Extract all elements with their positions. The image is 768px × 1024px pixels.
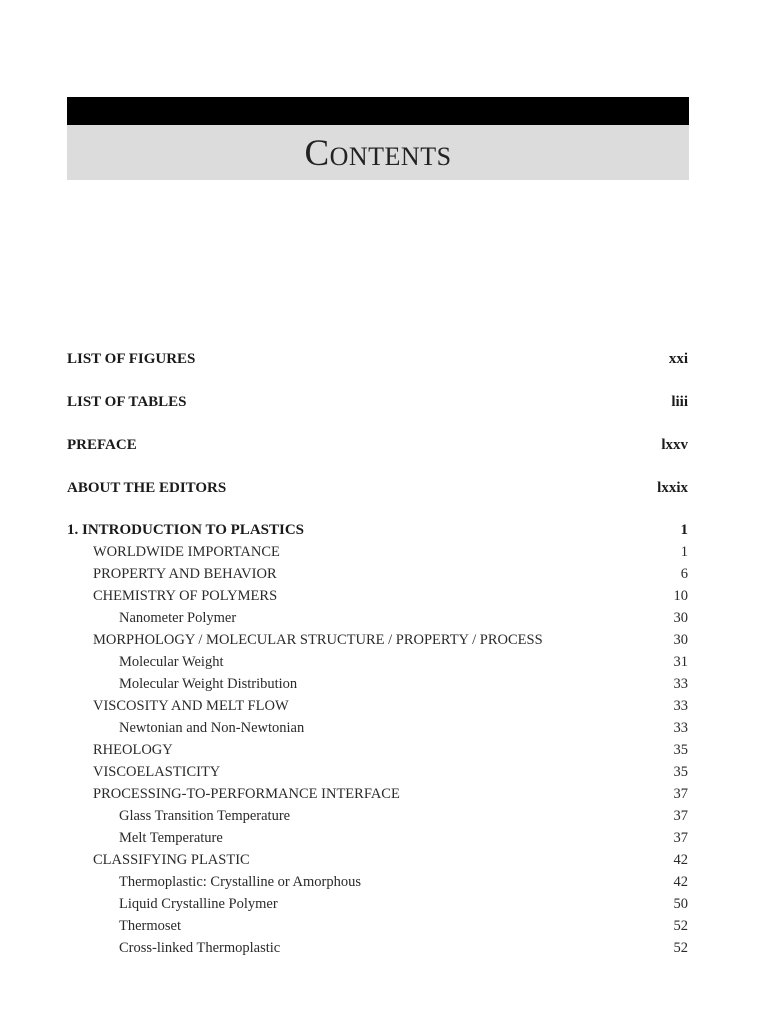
- toc-entry-page: 37: [673, 808, 688, 824]
- toc-entry-label: Molecular Weight: [119, 654, 224, 670]
- toc-entry-page: 10: [673, 588, 688, 604]
- toc-entry-page: 37: [673, 830, 688, 846]
- toc-entry-label: Glass Transition Temperature: [119, 808, 291, 824]
- toc-section-entry[interactable]: [67, 849, 688, 871]
- toc-entry-label: PREFACE: [67, 437, 137, 453]
- toc-entry-label: CHEMISTRY OF POLYMERS: [93, 588, 278, 604]
- toc-entry-label: Newtonian and Non-Newtonian: [119, 720, 305, 736]
- toc-entry-label: Melt Temperature: [119, 830, 223, 846]
- toc-entry-page: 42: [673, 874, 688, 890]
- toc-subsection-entry[interactable]: [67, 717, 688, 739]
- toc-entry-preface[interactable]: [67, 433, 688, 476]
- toc-subsection-entry[interactable]: [67, 651, 688, 673]
- toc-entry-label: WORLDWIDE IMPORTANCE: [93, 544, 280, 560]
- toc-entry-about-the-editors[interactable]: [67, 476, 688, 519]
- toc-entry-label: Thermoplastic: Crystalline or Amorphous: [119, 874, 362, 890]
- toc-entry-page: liii: [671, 394, 688, 410]
- toc-entry-page: 33: [673, 698, 688, 714]
- toc-entry-page: 37: [673, 786, 688, 802]
- toc-chapter-page: 1: [680, 522, 688, 538]
- toc-entry-page: 1: [680, 544, 688, 560]
- toc-section-entry[interactable]: [67, 563, 688, 585]
- toc-section-entry[interactable]: [67, 629, 688, 651]
- toc-section-entry[interactable]: [67, 783, 688, 805]
- toc-chapter-label: 1. INTRODUCTION TO PLASTICS: [67, 522, 305, 538]
- toc-entry-label: Molecular Weight Distribution: [119, 676, 298, 692]
- toc-entry-list-of-tables[interactable]: [67, 390, 688, 433]
- toc-subsection-entry[interactable]: [67, 915, 688, 937]
- toc-entry-label: VISCOSITY AND MELT FLOW: [93, 698, 289, 714]
- toc-entry-page: 42: [673, 852, 688, 868]
- toc-entry-page: 33: [673, 676, 688, 692]
- toc-subsection-entry[interactable]: [67, 937, 688, 959]
- toc-entry-page: 30: [673, 632, 688, 648]
- toc-subsection-entry[interactable]: [67, 805, 688, 827]
- toc-subsection-entry[interactable]: [67, 673, 688, 695]
- toc-entry-label: RHEOLOGY: [93, 742, 173, 758]
- toc-entry-label: ABOUT THE EDITORS: [67, 480, 227, 496]
- toc-subsection-entry[interactable]: [67, 893, 688, 915]
- toc-entry-label: MORPHOLOGY / MOLECULAR STRUCTURE / PROPERTY / PROCESS: [93, 632, 543, 648]
- toc-section-entry[interactable]: [67, 695, 688, 717]
- toc-entries-list: [67, 541, 688, 959]
- toc-entry-page: lxxv: [661, 437, 688, 453]
- toc-entry-label: Nanometer Polymer: [119, 610, 237, 626]
- toc-entry-label: VISCOELASTICITY: [93, 764, 221, 780]
- toc-subsection-entry[interactable]: [67, 607, 688, 629]
- toc-subsection-entry[interactable]: [67, 871, 688, 893]
- toc-entry-page: 35: [673, 764, 688, 780]
- toc-entry-page: 30: [673, 610, 688, 626]
- toc-entry-page: 52: [673, 918, 688, 934]
- page-title: Contents: [304, 133, 452, 174]
- toc-entry-label: Cross-linked Thermoplastic: [119, 940, 281, 956]
- toc-section-entry[interactable]: [67, 739, 688, 761]
- toc-section-entry[interactable]: [67, 761, 688, 783]
- toc-entry-label: LIST OF FIGURES: [67, 351, 196, 367]
- toc-entry-page: 33: [673, 720, 688, 736]
- toc-subsection-entry[interactable]: [67, 827, 688, 849]
- toc-entry-label: CLASSIFYING PLASTIC: [93, 852, 250, 868]
- table-of-contents: [67, 347, 688, 959]
- toc-entry-page: 50: [673, 896, 688, 912]
- header-black-bar: [67, 97, 689, 125]
- toc-entry-label: Thermoset: [119, 918, 182, 934]
- toc-entry-page: 35: [673, 742, 688, 758]
- toc-section-entry[interactable]: [67, 541, 688, 563]
- toc-entry-page: xxi: [668, 351, 688, 367]
- header-band: [67, 125, 689, 180]
- toc-section-entry[interactable]: [67, 585, 688, 607]
- toc-entry-page: 31: [673, 654, 688, 670]
- toc-entry-page: 6: [680, 566, 688, 582]
- toc-entry-list-of-figures[interactable]: [67, 347, 688, 390]
- toc-entry-label: Liquid Crystalline Polymer: [119, 896, 278, 912]
- toc-entry-label: LIST OF TABLES: [67, 394, 187, 410]
- toc-entry-page: lxxix: [657, 480, 688, 496]
- toc-entry-page: 52: [673, 940, 688, 956]
- toc-entry-label: PROCESSING-TO-PERFORMANCE INTERFACE: [93, 786, 400, 802]
- toc-chapter-1[interactable]: [67, 519, 688, 541]
- toc-entry-label: PROPERTY AND BEHAVIOR: [93, 566, 277, 582]
